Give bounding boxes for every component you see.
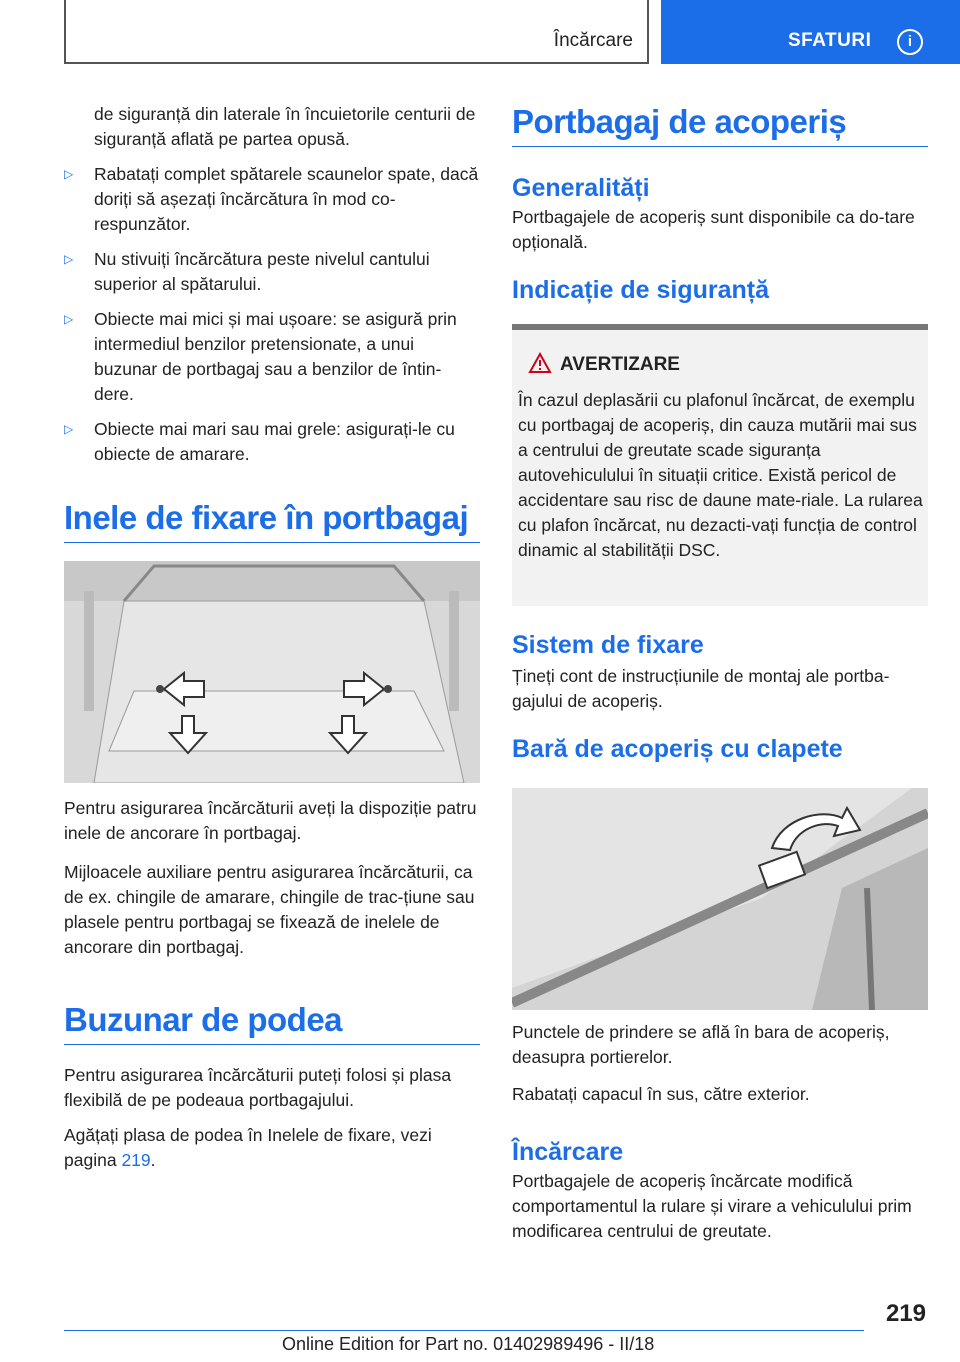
list-item: ▷ Nu stivuiți încărcătura peste nivelul cantului superior al spătarului.	[64, 249, 430, 294]
warning-icon	[528, 352, 552, 374]
subsection-heading: Generalități	[512, 174, 650, 202]
paragraph: Portbagajele de acoperiș încărcate modifică comportamentul la rulare și virare a vehiculului prim modificarea centrului de greutate.	[512, 1171, 912, 1241]
rings-text	[64, 796, 480, 960]
page-link[interactable]: 219	[121, 1150, 151, 1170]
warning-title: AVERTIZARE	[560, 354, 680, 375]
pocket-block	[64, 1000, 480, 1173]
paragraph: Mijloacele auxiliare pentru asigurarea încărcăturii, ca de ex. chingile de amarare, chingile de trac-țiune sau plasele pentru portbagaj se fixează de inelele de ancorare din portbagaj.	[64, 862, 475, 957]
subsection-heading: Indicație de siguranță	[512, 276, 770, 304]
subsection-heading: Încărcare	[512, 1138, 624, 1166]
roof-bar-image	[512, 788, 928, 1010]
subsection-heading: Sistem de fixare	[512, 631, 704, 659]
bullet-triangle-icon: ▷	[64, 167, 74, 181]
warning-box	[512, 324, 928, 606]
rings-heading-block	[64, 498, 480, 543]
paragraph: Pentru asigurarea încărcăturii puteți folosi și plasa flexibilă de pe podeaua portbagajului.	[64, 1065, 452, 1110]
list-item: ▷ Obiecte mai mari sau mai grele: asigurați-le cu obiecte de amarare.	[64, 419, 455, 464]
bullet-triangle-icon: ▷	[64, 422, 74, 436]
edition-text: Online Edition for Part no. 01402989496 - II/18	[282, 1334, 655, 1354]
paragraph: Portbagajele de acoperiș sunt disponibile ca do-tare opțională.	[512, 207, 915, 252]
trunk-rings-image	[64, 561, 480, 783]
header-section	[64, 0, 649, 64]
bullet-triangle-icon: ▷	[64, 252, 74, 266]
subsection-heading: Bară de acoperiș cu clapete	[512, 735, 843, 763]
header-tab[interactable]	[661, 0, 960, 64]
paragraph: Punctele de prindere se află în bara de acoperiș, deasupra portierelor.	[512, 1022, 890, 1067]
info-icon[interactable]: i	[897, 29, 923, 55]
section-heading: Inele de fixare în portbagaj	[64, 498, 480, 543]
roof-block	[512, 102, 928, 305]
page-number: 219	[885, 1300, 926, 1327]
bullet-triangle-icon: ▷	[64, 312, 74, 326]
header-tab-label: SFATURI	[788, 30, 872, 51]
list-item: ▷ Rabatați complet spătarele scaunelor spate, dacă doriți să așezați încărcătura în mod co-respunzător.	[64, 164, 479, 234]
paragraph: Agățați plasa de podea în Inelele de fixare, vezi pagina 219.	[64, 1125, 432, 1170]
bar-text	[512, 1020, 928, 1244]
left-column	[64, 102, 480, 467]
continuation-text: de siguranță din laterale în încuietorile centurii de siguranță aflată pe partea opusă.	[94, 104, 476, 149]
paragraph: Rabatați capacul în sus, către exterior.	[512, 1084, 810, 1104]
header-section-title: Încărcare	[553, 30, 633, 51]
warning-body: În cazul deplasării cu plafonul încărcat, de exemplu cu portbagaj de acoperiș, din cauza mutării mai sus a centrului de greutate scade siguranța autovehiculului în situații critice. Există pericol de accidentare sau risc de daune mate-riale. La rularea cu plafon încărcat, nu dezacti-vați funcția de control dinamic al stabilității DSC.	[518, 390, 923, 560]
section-heading: Buzunar de podea	[64, 1000, 480, 1045]
mount-block	[512, 630, 928, 764]
paragraph: Țineți cont de instrucțiunile de montaj ale portba-gajului de acoperiș.	[512, 666, 890, 711]
footer-divider	[64, 1330, 864, 1331]
section-heading: Portbagaj de acoperiș	[512, 102, 928, 147]
list-item: ▷ Obiecte mai mici și mai ușoare: se asigură prin intermediul benzilor pretensionate, a unui buzunar de portbagaj sau a benzilor de întin-dere.	[64, 309, 457, 404]
paragraph: Pentru asigurarea încărcăturii aveți la dispoziție patru inele de ancorare în portbagaj.	[64, 798, 477, 843]
